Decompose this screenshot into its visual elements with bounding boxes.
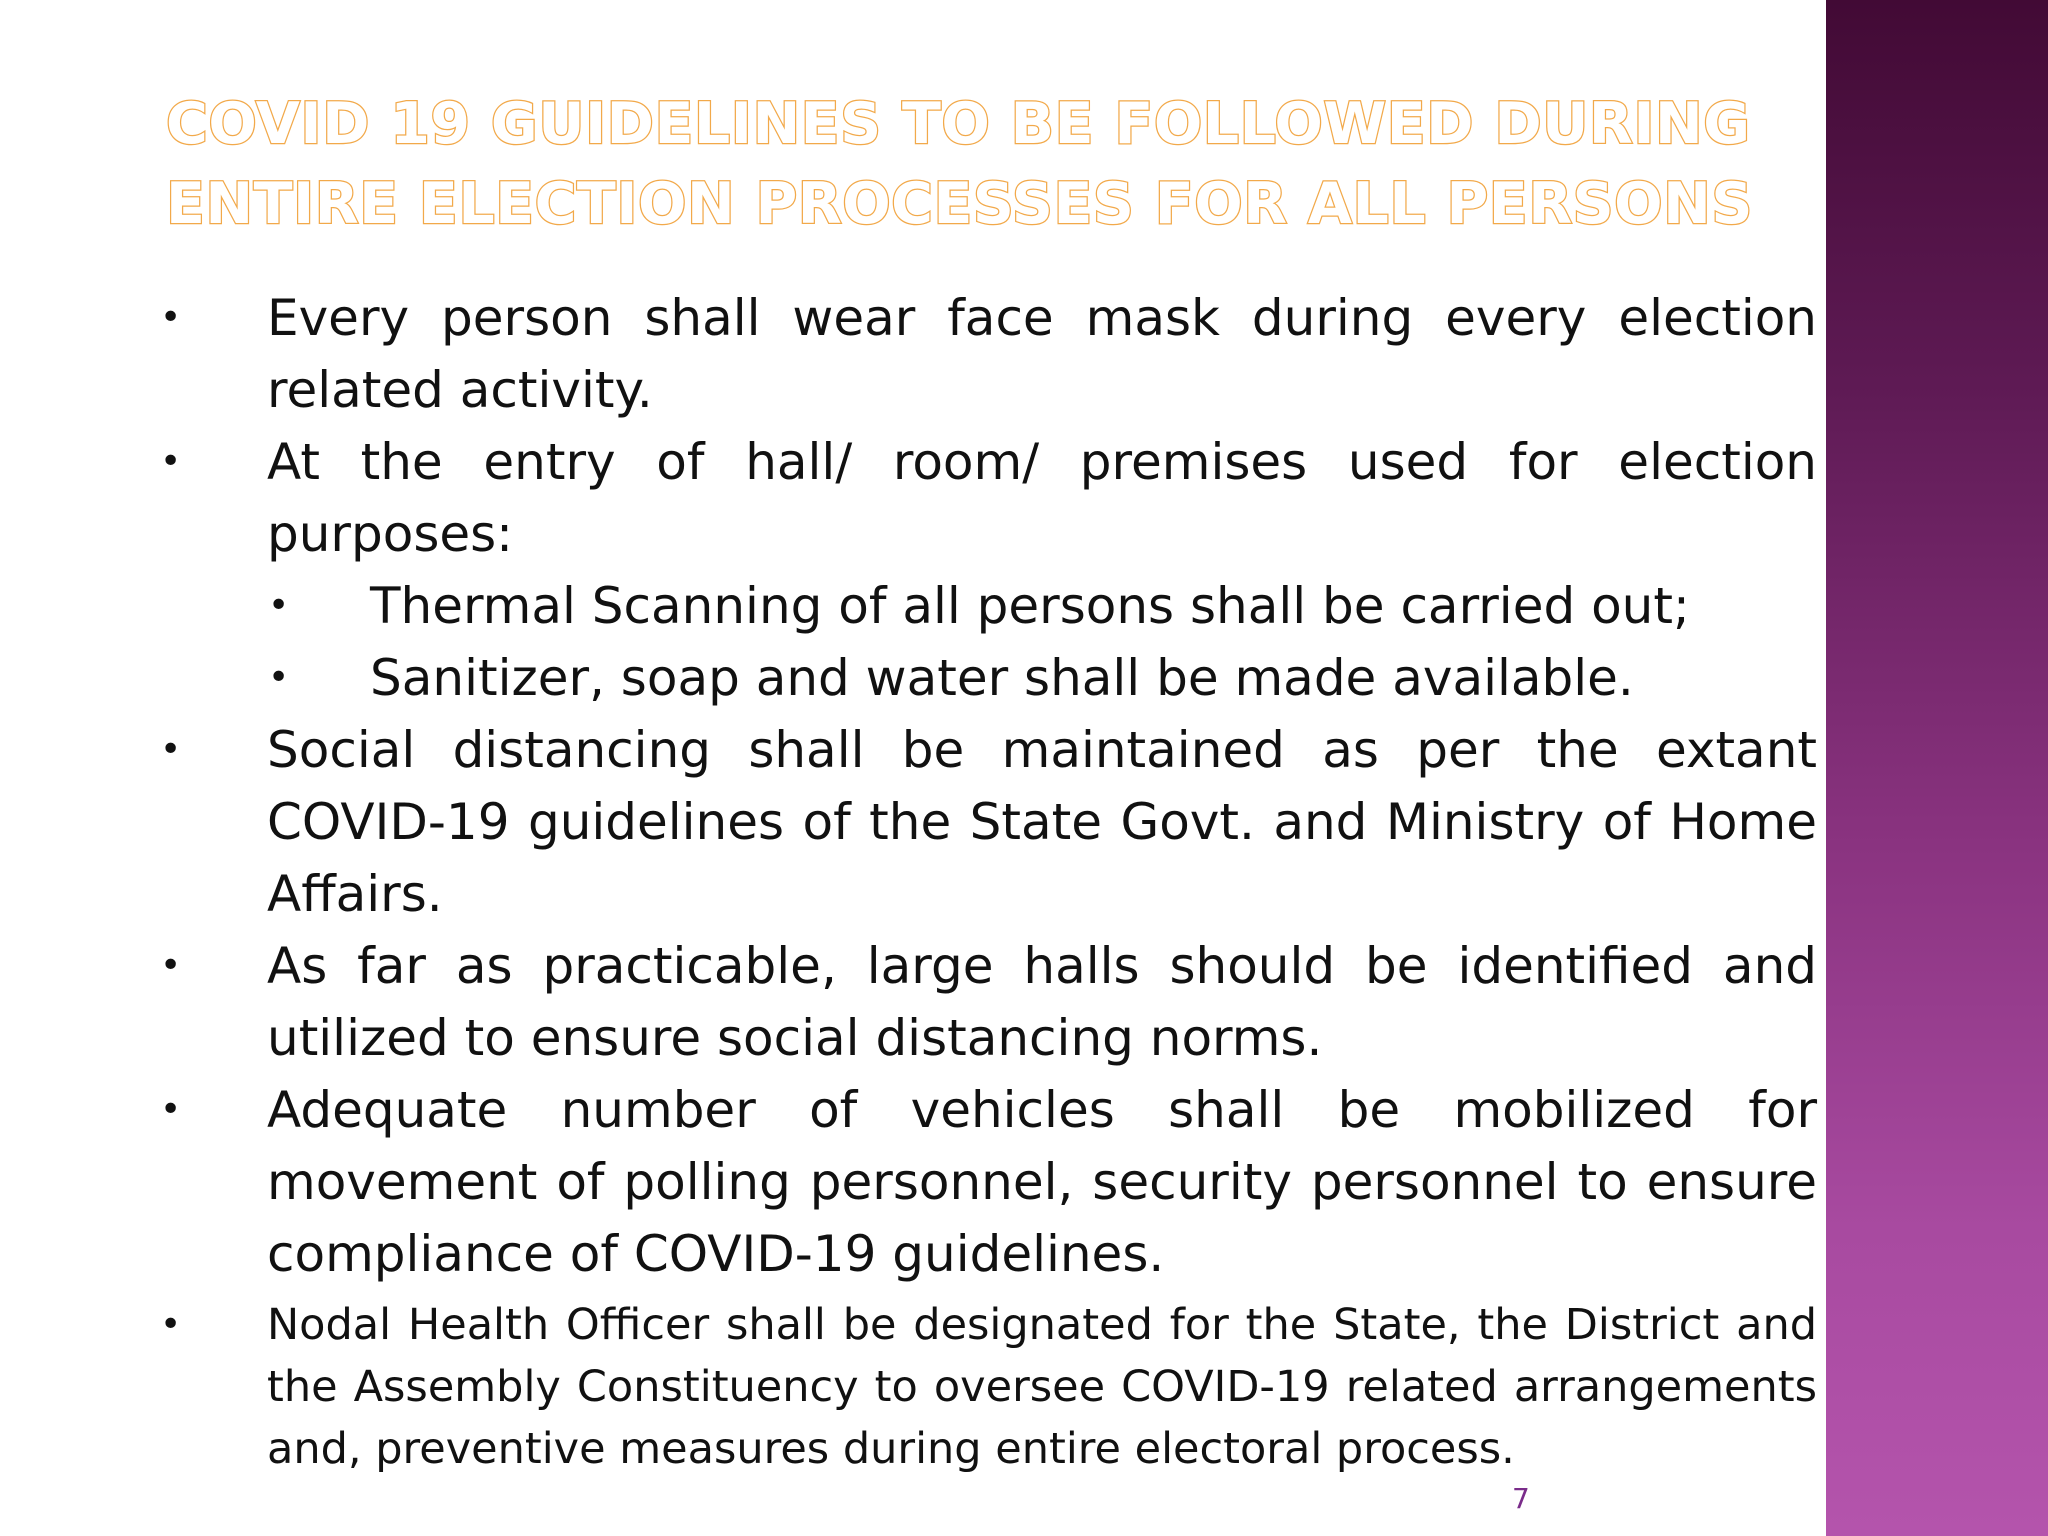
bullet-icon: • bbox=[160, 945, 182, 986]
list-item bbox=[160, 426, 1817, 570]
list-item-text: Nodal Health Officer shall be designated for the State, the District and the Assembly Constituency to oversee COVID-19 related arrangements and, preventive measures during entire electoral process. bbox=[267, 1300, 1817, 1474]
bullet-icon: • bbox=[268, 657, 290, 698]
bullet-icon: • bbox=[160, 1089, 182, 1130]
list-item-text: Social distancing shall be maintained as per the extant COVID-19 guidelines of the State Govt. and Ministry of Home Affairs. bbox=[267, 721, 1817, 923]
bullet-icon: • bbox=[268, 585, 290, 626]
list-item bbox=[160, 1294, 1817, 1480]
bullet-icon: • bbox=[160, 1304, 182, 1345]
list-item bbox=[160, 930, 1817, 1074]
bullet-icon: • bbox=[160, 297, 182, 338]
list-item bbox=[160, 714, 1817, 930]
bullet-list bbox=[160, 282, 1817, 1480]
sub-list-item-text: Sanitizer, soap and water shall be made available. bbox=[370, 649, 1634, 707]
slide-title bbox=[166, 84, 1753, 244]
list-item-text: Adequate number of vehicles shall be mobilized for movement of polling personnel, security personnel to ensure compliance of COVID-19 guidelines. bbox=[267, 1081, 1817, 1283]
title-line-1: COVID 19 GUIDELINES TO BE FOLLOWED DURING bbox=[166, 91, 1751, 157]
title-line-2: ENTIRE ELECTION PROCESSES FOR ALL PERSONS bbox=[166, 171, 1753, 237]
list-item-text: At the entry of hall/ room/ premises used for election purposes: bbox=[267, 433, 1817, 563]
page-number: 7 bbox=[1512, 1482, 1530, 1515]
bullet-icon: • bbox=[160, 441, 182, 482]
list-item bbox=[160, 282, 1817, 426]
list-item bbox=[160, 1074, 1817, 1290]
sub-list-item bbox=[160, 570, 1817, 642]
sub-list-item bbox=[160, 642, 1817, 714]
sub-list-item-text: Thermal Scanning of all persons shall be carried out; bbox=[370, 577, 1690, 635]
bullet-icon: • bbox=[160, 729, 182, 770]
list-item-text: As far as practicable, large halls should be identified and utilized to ensure social distancing norms. bbox=[267, 937, 1817, 1067]
decorative-side-bar bbox=[1826, 0, 2048, 1536]
list-item-text: Every person shall wear face mask during every election related activity. bbox=[267, 289, 1817, 419]
